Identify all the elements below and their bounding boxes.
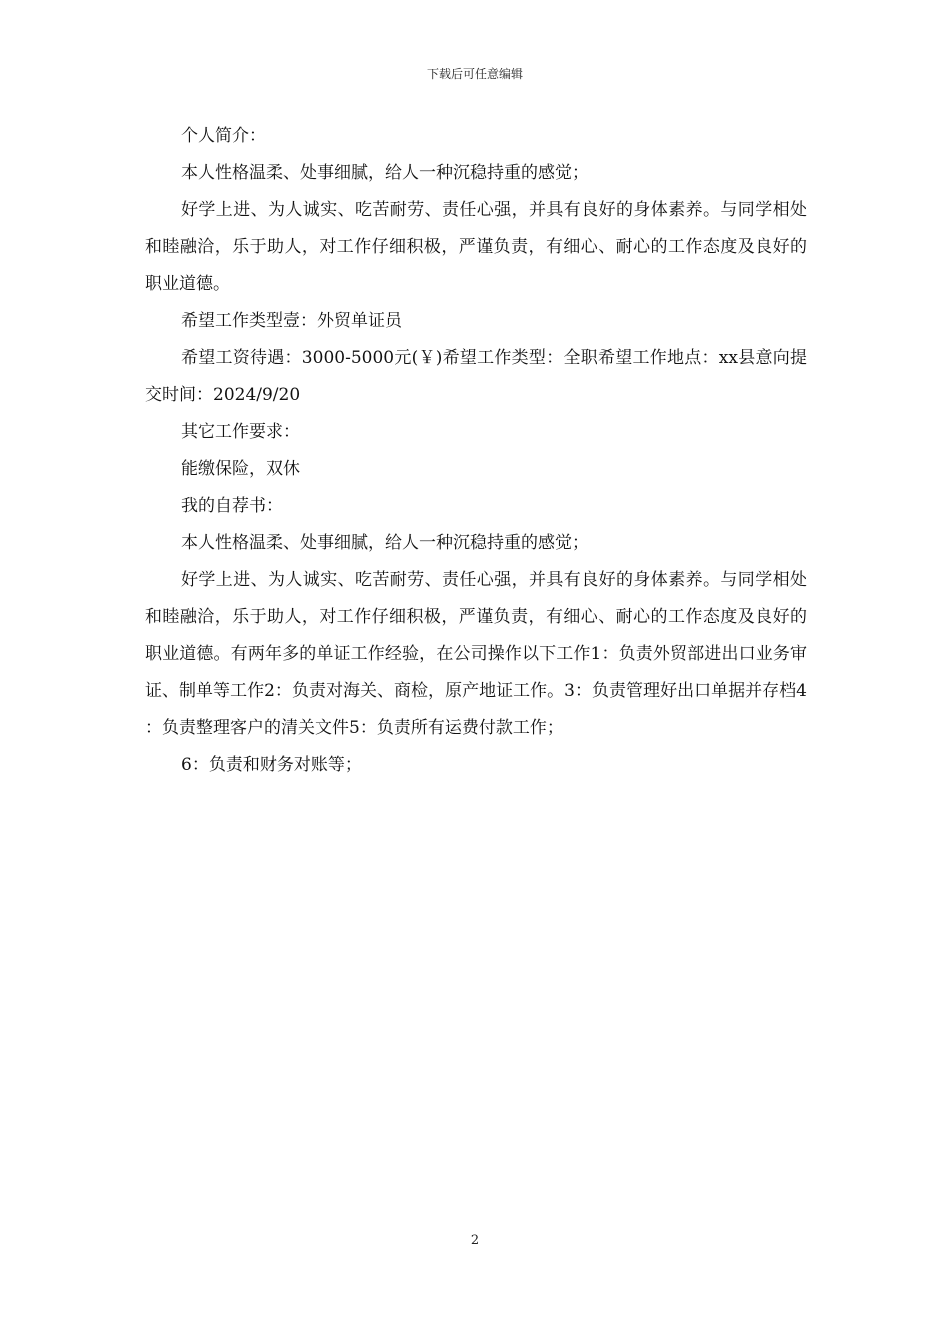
section-heading-profile: 个人简介： — [181, 126, 266, 146]
page-number: 2 — [470, 1233, 480, 1248]
self-recommendation-duty-6: 6：负责和财务对账等； — [181, 755, 362, 775]
section-heading-other-requirements: 其它工作要求： — [181, 422, 300, 442]
other-requirements-text: 能缴保险，双休 — [181, 459, 300, 479]
section-heading-self-recommendation: 我的自荐书： — [181, 496, 283, 516]
salary-and-location-line: 希望工资待遇：3000-5000元(￥)希望工作类型：全职希望工作地点：xx县意向提交时间：2024/9/20 — [145, 348, 807, 405]
self-recommendation-experience: 好学上进、为人诚实、吃苦耐劳、责任心强，并具有良好的身体素养。与同学相处和睦融洽，乐于助人，对工作仔细积极，严谨负责，有细心、耐心的工作态度及良好的职业道德。有两年多的单证工作经验，在公司操作以下工作1：负责外贸部进出口业务审证、制单等工作2：负责对海关、商检，原产地证工作。3：负责管理好出口单据并存档4：负责整理客户的清关文件5：负责所有运费付款工作； — [145, 570, 807, 738]
profile-paragraph-qualities: 好学上进、为人诚实、吃苦耐劳、责任心强，并具有良好的身体素养。与同学相处和睦融洽，乐于助人，对工作仔细积极，严谨负责，有细心、耐心的工作态度及良好的职业道德。 — [145, 200, 807, 294]
document-body — [145, 118, 807, 784]
self-recommendation-personality: 本人性格温柔、处事细腻，给人一种沉稳持重的感觉； — [181, 533, 589, 553]
profile-paragraph-personality: 本人性格温柔、处事细腻，给人一种沉稳持重的感觉； — [181, 163, 589, 183]
page-header: 下载后可任意编辑 — [426, 67, 523, 81]
desired-job-type-line: 希望工作类型壹：外贸单证员 — [181, 311, 402, 331]
